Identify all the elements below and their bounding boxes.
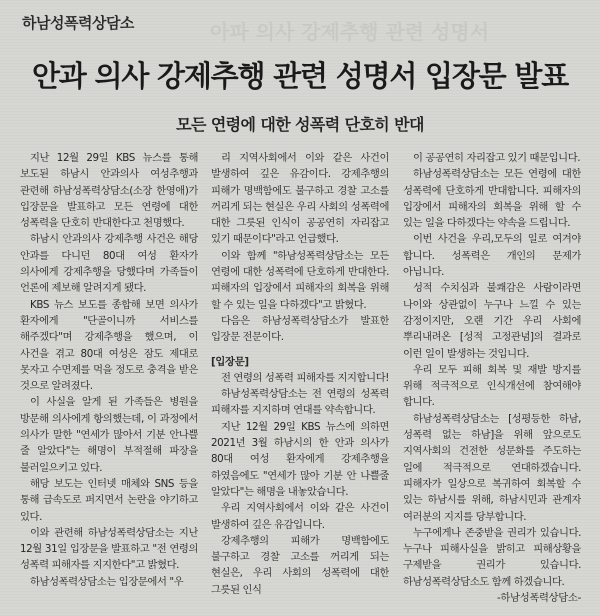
paragraph: 하남성폭력상담소는 입장문에서 "우 [30,575,184,588]
section-label: 하남성폭력상담소 [22,14,134,32]
paragraph: 이와 관련해 하남성폭력상담소는 지난 12월 31일 입장문을 발표하고 "전 연령의 성폭력 피해자를 지지한다"고 밝혔다. [20,526,198,572]
paragraph: 누구에게나 존중받을 권리가 있습니다. 누구나 피해사실을 밝히고 피해상황을 구제받을 권리가 있습니다. 하남성폭력상담소도 함께 하겠습니다. [403,526,581,588]
statement-paragraph: 강제추행의 피해가 명백함에도 불구하고 경찰 고소를 꺼리게 되는 현실은, 우리 사회의 성폭력에 대한 그릇된 인식 [211,534,389,596]
bleed-through-text: 아파 의사 강제추행 관련 성명서 [210,20,490,42]
article-column-1 [20,150,198,610]
statement-paragraph: 우리 지역사회에서 이와 같은 사건이 발생하여 깊은 유감입니다. [211,502,389,531]
paragraph: 이 사실을 알게 된 가족들은 병원을 방문해 의사에게 항의했는데, 이 과정에서 의사가 말한 "연세가 많아서 기분 안나쁠 줄 알았다"는 해명이 부적절해 파장을 불러일으키고 있다. [20,396,198,474]
statement-paragraph: 전 연령의 성폭력 피해자를 지지합니다! [221,371,389,384]
article-column-2 [211,150,389,610]
paragraph: 이와 함께 "하남성폭력상담소는 모든 연령에 대한 성폭력에 단호하게 반대한다. 피해자의 입장에서 피해자의 회복을 위해 할 수 있는 일을 다하겠다"고 밝혔다. [211,249,389,311]
paragraph: 리 지역사회에서 이와 같은 사건이 발생하여 깊은 유감이다. 강제추행의 피해가 명백함에도 불구하고 경찰 고소를 꺼리게 되는 현실은 우리 사회의 성폭력에 대한 그릇된 인식이 공공연히 자리잡고 있기 때문이다"라고 언급했다. [211,152,389,246]
paragraph: 해당 보도는 인터넷 매체와 SNS 등을 통해 급속도로 퍼지면서 논란을 야기하고 있다. [20,477,198,523]
statement-tag: [입장문] [211,355,249,368]
paragraph: KBS 뉴스 보도를 종합해 보면 의사가 환자에게 "단골이니까 서비스를 해주겠다"며 강제추행을 했으며, 이 사건을 겪고 80대 여성은 잠도 제대로 못자고 수면제를 먹을 정도로 충격을 받은 것으로 알려졌다. [20,298,198,393]
paragraph: 우리 모두 피해 회복 및 재발 방지를 위해 적극적으로 인식개선에 참여해야 합니다. [403,363,581,409]
paragraph: 성적 수치심과 불쾌감은 사람이라면 나이와 상관없이 누구나 느낄 수 있는 감정이지만, 오랜 기간 우리 사회에 뿌리내려온 [성적 고정관념]의 결과로 이런 일이 발생하는 것입니다. [403,282,581,360]
paragraph: 이 공공연히 자리잡고 있기 때문입니다. [413,152,581,164]
paragraph: 지난 12월 29일 KBS 뉴스를 통해 보도된 하남시 안과의사 여성추행과 관련해 하남성폭력상담소(소장 한영애)가 입장문을 발표하고 모든 연령에 대한 성폭력을 단호히 반대한다고 천명했다. [20,152,198,230]
paragraph: 하남성폭력상담소는 모든 연령에 대한 성폭력에 단호하게 반대합니다. 피해자의 입장에서 피해자의 회복을 위해 할 수 있는 일을 다하겠다는 약속을 드립니다. [403,168,581,230]
statement-paragraph: 하남성폭력상담소는 전 연령의 성폭력 피해자를 지지하며 연대를 약속합니다. [211,388,389,417]
signature: -하남성폭력상담소- [496,592,581,605]
paragraph: 하남시 안과의사 강제추행 사건은 해당 안과를 다니던 80대 여성 환자가 의사에게 강제추행을 당했다며 가족들이 언론에 제보해 알려지게 됐다. [20,233,198,295]
paragraph: 다음은 하남성폭력상담소가 발표한 입장문 전문이다. [211,314,389,344]
statement-paragraph: 지난 12월 29일 KBS 뉴스에 의하면 2021년 3월 하남시의 한 안과 의사가 80대 여성 환자에게 강제추행을 하였음에도 "연세가 많아 기분 안 나쁠줄 알았다"는 해명을 내놓았습니다. [211,420,389,498]
article-column-3 [403,150,581,610]
article-subheadline: 모든 연령에 대한 성폭력 단호히 반대 [176,115,424,134]
article-headline: 안과 의사 강제추행 관련 성명서 입장문 발표 [31,59,569,93]
paragraph: 이번 사건을 우리,모두의 일로 여겨야 합니다. 성폭력은 개인의 문제가 아닙니다. [403,233,581,279]
paragraph: 하남성폭력상담소는 [성평등한 하남, 성폭력 없는 하남]을 위해 앞으로도 지역사회의 건전한 성문화를 주도하는 일에 적극적으로 연대하겠습니다. 피해자가 일상으로 복귀하여 회복할 수 있는 하남시를 위해, 하남시민과 관계자 여러분의 지지를 당부합니다. [403,412,581,523]
